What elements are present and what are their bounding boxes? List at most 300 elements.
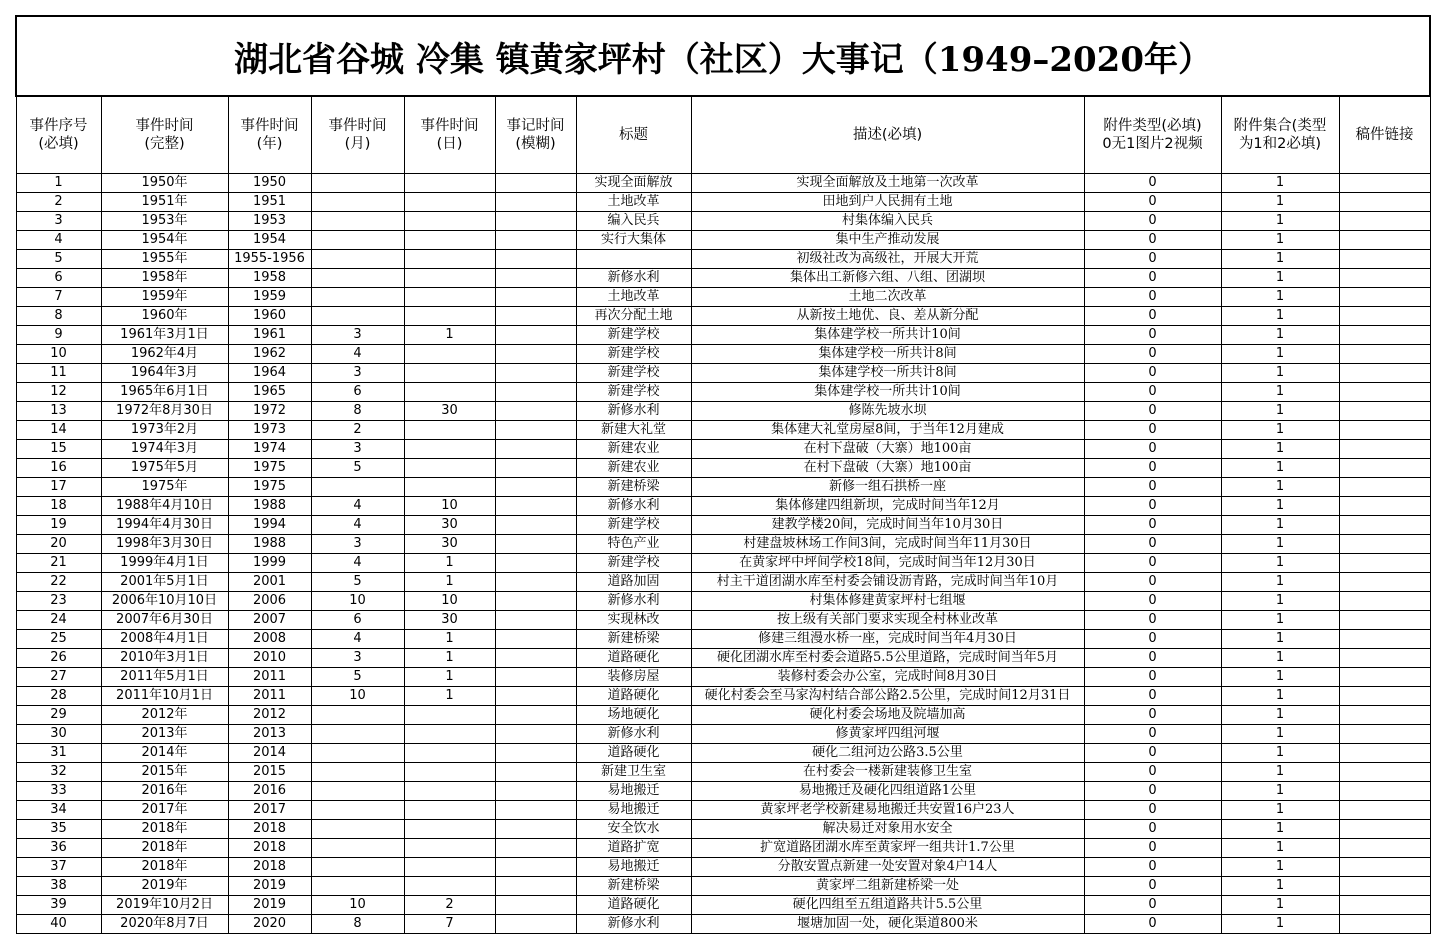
cell-month[interactable] [311,820,404,839]
cell-seq[interactable]: 40 [16,915,101,934]
cell-link[interactable] [1339,573,1430,592]
cell-day[interactable]: 30 [404,402,495,421]
cell-link[interactable] [1339,440,1430,459]
cell-attachment-set[interactable]: 1 [1221,668,1339,687]
cell-day[interactable]: 30 [404,535,495,554]
cell-attachment-set[interactable]: 1 [1221,611,1339,630]
cell-month[interactable]: 2 [311,421,404,440]
cell-fuzzy-time[interactable] [495,497,576,516]
cell-attachment-set[interactable]: 1 [1221,877,1339,896]
cell-attachment-set[interactable]: 1 [1221,782,1339,801]
cell-title[interactable]: 新修水利 [576,592,691,611]
cell-year[interactable]: 1951 [228,193,311,212]
cell-link[interactable] [1339,231,1430,250]
cell-day[interactable] [404,250,495,269]
cell-description[interactable]: 在村下盘破（大寨）地100亩 [691,459,1084,478]
cell-attachment-type[interactable]: 0 [1084,250,1221,269]
cell-attachment-type[interactable]: 0 [1084,364,1221,383]
cell-month[interactable]: 8 [311,402,404,421]
cell-title[interactable]: 编入民兵 [576,212,691,231]
cell-month[interactable] [311,193,404,212]
cell-month[interactable]: 3 [311,440,404,459]
cell-year[interactable]: 1988 [228,497,311,516]
cell-month[interactable] [311,307,404,326]
cell-full-time[interactable]: 1999年4月1日 [101,554,228,573]
cell-day[interactable] [404,364,495,383]
cell-attachment-set[interactable]: 1 [1221,364,1339,383]
cell-title[interactable]: 新建农业 [576,440,691,459]
cell-day[interactable] [404,858,495,877]
cell-fuzzy-time[interactable] [495,839,576,858]
cell-attachment-set[interactable]: 1 [1221,687,1339,706]
cell-link[interactable] [1339,269,1430,288]
cell-year[interactable]: 2016 [228,782,311,801]
cell-attachment-set[interactable]: 1 [1221,744,1339,763]
cell-description[interactable]: 土地二次改革 [691,288,1084,307]
cell-attachment-set[interactable]: 1 [1221,402,1339,421]
cell-attachment-type[interactable]: 0 [1084,307,1221,326]
cell-link[interactable] [1339,497,1430,516]
cell-description[interactable]: 集中生产推动发展 [691,231,1084,250]
cell-attachment-type[interactable]: 0 [1084,535,1221,554]
cell-seq[interactable]: 13 [16,402,101,421]
cell-link[interactable] [1339,706,1430,725]
cell-description[interactable]: 村主干道团湖水库至村委会铺设沥青路，完成时间当年10月 [691,573,1084,592]
cell-description[interactable]: 分散安置点新建一处安置对象4户14人 [691,858,1084,877]
cell-attachment-set[interactable]: 1 [1221,630,1339,649]
cell-month[interactable]: 3 [311,649,404,668]
cell-fuzzy-time[interactable] [495,763,576,782]
cell-attachment-type[interactable]: 0 [1084,649,1221,668]
cell-seq[interactable]: 8 [16,307,101,326]
cell-seq[interactable]: 27 [16,668,101,687]
cell-description[interactable]: 集体出工新修六组、八组、团湖坝 [691,269,1084,288]
cell-attachment-set[interactable]: 1 [1221,497,1339,516]
cell-attachment-set[interactable]: 1 [1221,383,1339,402]
cell-attachment-set[interactable]: 1 [1221,307,1339,326]
cell-full-time[interactable]: 2019年10月2日 [101,896,228,915]
cell-description[interactable]: 堰塘加固一处，硬化渠道800米 [691,915,1084,934]
cell-attachment-type[interactable]: 0 [1084,725,1221,744]
cell-title[interactable]: 实行大集体 [576,231,691,250]
cell-seq[interactable]: 4 [16,231,101,250]
cell-seq[interactable]: 33 [16,782,101,801]
cell-seq[interactable]: 32 [16,763,101,782]
cell-link[interactable] [1339,649,1430,668]
cell-day[interactable] [404,877,495,896]
cell-attachment-set[interactable]: 1 [1221,516,1339,535]
cell-day[interactable] [404,763,495,782]
cell-day[interactable] [404,820,495,839]
cell-title[interactable]: 特色产业 [576,535,691,554]
cell-attachment-type[interactable]: 0 [1084,668,1221,687]
cell-title[interactable]: 新修水利 [576,269,691,288]
cell-attachment-set[interactable]: 1 [1221,820,1339,839]
cell-attachment-set[interactable]: 1 [1221,535,1339,554]
cell-description[interactable]: 集体建学校一所共计10间 [691,383,1084,402]
cell-attachment-set[interactable]: 1 [1221,212,1339,231]
cell-seq[interactable]: 9 [16,326,101,345]
cell-attachment-type[interactable]: 0 [1084,611,1221,630]
cell-fuzzy-time[interactable] [495,725,576,744]
cell-fuzzy-time[interactable] [495,744,576,763]
cell-day[interactable]: 1 [404,554,495,573]
cell-link[interactable] [1339,459,1430,478]
cell-month[interactable]: 4 [311,345,404,364]
cell-description[interactable]: 集体建学校一所共计10间 [691,326,1084,345]
cell-day[interactable] [404,839,495,858]
cell-full-time[interactable]: 1973年2月 [101,421,228,440]
cell-month[interactable]: 5 [311,668,404,687]
cell-full-time[interactable]: 2020年8月7日 [101,915,228,934]
cell-description[interactable]: 集体建大礼堂房屋8间，于当年12月建成 [691,421,1084,440]
cell-link[interactable] [1339,744,1430,763]
cell-description[interactable]: 硬化二组河边公路3.5公里 [691,744,1084,763]
cell-full-time[interactable]: 1960年 [101,307,228,326]
cell-link[interactable] [1339,307,1430,326]
cell-seq[interactable]: 35 [16,820,101,839]
cell-full-time[interactable]: 1961年3月1日 [101,326,228,345]
cell-attachment-type[interactable]: 0 [1084,592,1221,611]
cell-attachment-type[interactable]: 0 [1084,269,1221,288]
cell-fuzzy-time[interactable] [495,459,576,478]
cell-fuzzy-time[interactable] [495,820,576,839]
cell-month[interactable]: 4 [311,516,404,535]
cell-fuzzy-time[interactable] [495,421,576,440]
cell-month[interactable]: 10 [311,896,404,915]
cell-description[interactable]: 按上级有关部门要求实现全村林业改革 [691,611,1084,630]
cell-attachment-set[interactable]: 1 [1221,288,1339,307]
cell-link[interactable] [1339,630,1430,649]
cell-attachment-set[interactable]: 1 [1221,269,1339,288]
cell-link[interactable] [1339,668,1430,687]
cell-attachment-type[interactable]: 0 [1084,839,1221,858]
cell-seq[interactable]: 2 [16,193,101,212]
cell-seq[interactable]: 7 [16,288,101,307]
cell-full-time[interactable]: 2015年 [101,763,228,782]
cell-description[interactable]: 田地到户人民拥有土地 [691,193,1084,212]
cell-fuzzy-time[interactable] [495,877,576,896]
cell-title[interactable]: 新建卫生室 [576,763,691,782]
cell-seq[interactable]: 21 [16,554,101,573]
cell-description[interactable]: 修黄家坪四组河堰 [691,725,1084,744]
cell-seq[interactable]: 18 [16,497,101,516]
cell-year[interactable]: 2018 [228,839,311,858]
cell-month[interactable] [311,706,404,725]
cell-attachment-type[interactable]: 0 [1084,459,1221,478]
cell-month[interactable] [311,744,404,763]
cell-fuzzy-time[interactable] [495,858,576,877]
cell-full-time[interactable]: 2008年4月1日 [101,630,228,649]
cell-seq[interactable]: 3 [16,212,101,231]
cell-link[interactable] [1339,554,1430,573]
cell-full-time[interactable]: 1954年 [101,231,228,250]
cell-title[interactable] [576,250,691,269]
cell-month[interactable] [311,782,404,801]
cell-day[interactable]: 1 [404,687,495,706]
cell-day[interactable] [404,307,495,326]
cell-title[interactable]: 道路加固 [576,573,691,592]
cell-full-time[interactable]: 2012年 [101,706,228,725]
cell-day[interactable] [404,478,495,497]
cell-link[interactable] [1339,421,1430,440]
cell-seq[interactable]: 6 [16,269,101,288]
cell-link[interactable] [1339,478,1430,497]
cell-full-time[interactable]: 2018年 [101,839,228,858]
cell-attachment-set[interactable]: 1 [1221,554,1339,573]
cell-month[interactable] [311,858,404,877]
cell-seq[interactable]: 5 [16,250,101,269]
cell-title[interactable]: 易地搬迁 [576,801,691,820]
cell-month[interactable]: 3 [311,535,404,554]
cell-link[interactable] [1339,326,1430,345]
cell-year[interactable]: 2007 [228,611,311,630]
cell-year[interactable]: 2014 [228,744,311,763]
cell-month[interactable] [311,877,404,896]
cell-link[interactable] [1339,193,1430,212]
cell-year[interactable]: 1962 [228,345,311,364]
cell-month[interactable]: 4 [311,554,404,573]
cell-link[interactable] [1339,288,1430,307]
cell-fuzzy-time[interactable] [495,383,576,402]
cell-fuzzy-time[interactable] [495,554,576,573]
cell-year[interactable]: 2017 [228,801,311,820]
cell-description[interactable]: 集体建学校一所共计8间 [691,364,1084,383]
cell-year[interactable]: 2012 [228,706,311,725]
cell-seq[interactable]: 19 [16,516,101,535]
cell-attachment-type[interactable]: 0 [1084,744,1221,763]
cell-year[interactable]: 2015 [228,763,311,782]
cell-title[interactable]: 新建农业 [576,459,691,478]
cell-month[interactable] [311,478,404,497]
cell-attachment-set[interactable]: 1 [1221,801,1339,820]
cell-attachment-type[interactable]: 0 [1084,440,1221,459]
cell-year[interactable]: 1958 [228,269,311,288]
cell-title[interactable]: 易地搬迁 [576,782,691,801]
cell-fuzzy-time[interactable] [495,326,576,345]
cell-attachment-type[interactable]: 0 [1084,915,1221,934]
cell-day[interactable] [404,440,495,459]
cell-year[interactable]: 2011 [228,668,311,687]
cell-attachment-set[interactable]: 1 [1221,440,1339,459]
cell-description[interactable]: 硬化村委会场地及院墙加高 [691,706,1084,725]
cell-full-time[interactable]: 1988年4月10日 [101,497,228,516]
cell-title[interactable]: 新修水利 [576,725,691,744]
cell-title[interactable]: 新建学校 [576,345,691,364]
cell-description[interactable]: 村建盘坡林场工作间3间，完成时间当年11月30日 [691,535,1084,554]
cell-attachment-set[interactable]: 1 [1221,763,1339,782]
cell-year[interactable]: 1999 [228,554,311,573]
cell-fuzzy-time[interactable] [495,535,576,554]
cell-seq[interactable]: 14 [16,421,101,440]
cell-attachment-type[interactable]: 0 [1084,858,1221,877]
cell-title[interactable]: 新建学校 [576,554,691,573]
cell-attachment-type[interactable]: 0 [1084,383,1221,402]
cell-link[interactable] [1339,820,1430,839]
cell-title[interactable]: 新建桥梁 [576,630,691,649]
cell-description[interactable]: 硬化团湖水库至村委会道路5.5公里道路，完成时间当年5月 [691,649,1084,668]
cell-attachment-type[interactable]: 0 [1084,288,1221,307]
cell-attachment-type[interactable]: 0 [1084,212,1221,231]
cell-fuzzy-time[interactable] [495,801,576,820]
cell-month[interactable] [311,250,404,269]
cell-month[interactable]: 6 [311,611,404,630]
cell-year[interactable]: 1950 [228,174,311,193]
cell-day[interactable]: 2 [404,896,495,915]
cell-title[interactable]: 道路硬化 [576,649,691,668]
cell-fuzzy-time[interactable] [495,174,576,193]
cell-full-time[interactable]: 1953年 [101,212,228,231]
cell-link[interactable] [1339,212,1430,231]
cell-attachment-type[interactable]: 0 [1084,820,1221,839]
cell-link[interactable] [1339,250,1430,269]
cell-seq[interactable]: 15 [16,440,101,459]
cell-description[interactable]: 在村下盘破（大寨）地100亩 [691,440,1084,459]
cell-full-time[interactable]: 2016年 [101,782,228,801]
cell-seq[interactable]: 20 [16,535,101,554]
cell-month[interactable]: 8 [311,915,404,934]
cell-day[interactable]: 30 [404,516,495,535]
cell-seq[interactable]: 28 [16,687,101,706]
cell-fuzzy-time[interactable] [495,212,576,231]
cell-title[interactable]: 新建大礼堂 [576,421,691,440]
cell-day[interactable]: 1 [404,573,495,592]
cell-attachment-set[interactable]: 1 [1221,573,1339,592]
cell-month[interactable]: 4 [311,497,404,516]
cell-day[interactable]: 1 [404,668,495,687]
cell-full-time[interactable]: 2007年6月30日 [101,611,228,630]
cell-seq[interactable]: 17 [16,478,101,497]
cell-attachment-type[interactable]: 0 [1084,402,1221,421]
cell-attachment-type[interactable]: 0 [1084,554,1221,573]
cell-day[interactable]: 30 [404,611,495,630]
cell-fuzzy-time[interactable] [495,231,576,250]
cell-title[interactable]: 新建桥梁 [576,478,691,497]
cell-description[interactable]: 修建三组漫水桥一座，完成时间当年4月30日 [691,630,1084,649]
cell-full-time[interactable]: 1959年 [101,288,228,307]
cell-day[interactable] [404,421,495,440]
cell-attachment-set[interactable]: 1 [1221,915,1339,934]
cell-title[interactable]: 道路扩宽 [576,839,691,858]
cell-title[interactable]: 新修水利 [576,402,691,421]
cell-year[interactable]: 1973 [228,421,311,440]
cell-seq[interactable]: 11 [16,364,101,383]
cell-attachment-type[interactable]: 0 [1084,421,1221,440]
cell-year[interactable]: 2020 [228,915,311,934]
cell-year[interactable]: 2013 [228,725,311,744]
cell-month[interactable] [311,288,404,307]
cell-full-time[interactable]: 2014年 [101,744,228,763]
cell-link[interactable] [1339,402,1430,421]
cell-link[interactable] [1339,345,1430,364]
cell-title[interactable]: 场地硬化 [576,706,691,725]
cell-link[interactable] [1339,763,1430,782]
cell-full-time[interactable]: 1972年8月30日 [101,402,228,421]
cell-attachment-type[interactable]: 0 [1084,782,1221,801]
cell-year[interactable]: 1972 [228,402,311,421]
cell-day[interactable] [404,706,495,725]
cell-title[interactable]: 装修房屋 [576,668,691,687]
cell-description[interactable]: 易地搬迁及硬化四组道路1公里 [691,782,1084,801]
cell-month[interactable]: 10 [311,687,404,706]
cell-attachment-set[interactable]: 1 [1221,896,1339,915]
cell-attachment-set[interactable]: 1 [1221,592,1339,611]
cell-description[interactable]: 从新按土地优、良、差从新分配 [691,307,1084,326]
cell-fuzzy-time[interactable] [495,668,576,687]
cell-attachment-type[interactable]: 0 [1084,687,1221,706]
cell-seq[interactable]: 29 [16,706,101,725]
cell-month[interactable] [311,801,404,820]
cell-attachment-type[interactable]: 0 [1084,801,1221,820]
cell-fuzzy-time[interactable] [495,611,576,630]
cell-month[interactable] [311,839,404,858]
cell-fuzzy-time[interactable] [495,193,576,212]
cell-title[interactable]: 道路硬化 [576,744,691,763]
cell-year[interactable]: 2006 [228,592,311,611]
cell-attachment-set[interactable]: 1 [1221,421,1339,440]
cell-description[interactable]: 硬化四组至五组道路共计5.5公里 [691,896,1084,915]
cell-title[interactable]: 再次分配土地 [576,307,691,326]
cell-title[interactable]: 新建桥梁 [576,877,691,896]
cell-fuzzy-time[interactable] [495,345,576,364]
cell-full-time[interactable]: 1950年 [101,174,228,193]
cell-attachment-type[interactable]: 0 [1084,174,1221,193]
cell-month[interactable] [311,212,404,231]
cell-seq[interactable]: 36 [16,839,101,858]
cell-full-time[interactable]: 1951年 [101,193,228,212]
cell-seq[interactable]: 37 [16,858,101,877]
cell-description[interactable]: 村集体修建黄家坪村七组堰 [691,592,1084,611]
cell-attachment-set[interactable]: 1 [1221,706,1339,725]
cell-description[interactable]: 村集体编入民兵 [691,212,1084,231]
cell-seq[interactable]: 30 [16,725,101,744]
cell-link[interactable] [1339,801,1430,820]
cell-attachment-set[interactable]: 1 [1221,193,1339,212]
cell-link[interactable] [1339,687,1430,706]
cell-attachment-set[interactable]: 1 [1221,649,1339,668]
cell-fuzzy-time[interactable] [495,269,576,288]
cell-month[interactable] [311,269,404,288]
cell-title[interactable]: 新建学校 [576,364,691,383]
cell-fuzzy-time[interactable] [495,915,576,934]
cell-full-time[interactable]: 1962年4月 [101,345,228,364]
cell-title[interactable]: 安全饮水 [576,820,691,839]
cell-title[interactable]: 新建学校 [576,516,691,535]
cell-year[interactable]: 1953 [228,212,311,231]
cell-seq[interactable]: 25 [16,630,101,649]
cell-year[interactable]: 2018 [228,858,311,877]
cell-fuzzy-time[interactable] [495,516,576,535]
cell-year[interactable]: 1955-1956 [228,250,311,269]
cell-attachment-type[interactable]: 0 [1084,896,1221,915]
cell-day[interactable] [404,193,495,212]
cell-day[interactable] [404,383,495,402]
cell-seq[interactable]: 10 [16,345,101,364]
cell-year[interactable]: 1975 [228,478,311,497]
cell-title[interactable]: 易地搬迁 [576,858,691,877]
cell-seq[interactable]: 12 [16,383,101,402]
cell-full-time[interactable]: 2006年10月10日 [101,592,228,611]
cell-attachment-set[interactable]: 1 [1221,174,1339,193]
cell-title[interactable]: 新建学校 [576,326,691,345]
cell-full-time[interactable]: 2018年 [101,858,228,877]
cell-fuzzy-time[interactable] [495,573,576,592]
cell-year[interactable]: 2018 [228,820,311,839]
cell-link[interactable] [1339,896,1430,915]
cell-attachment-set[interactable]: 1 [1221,478,1339,497]
cell-month[interactable] [311,763,404,782]
cell-attachment-set[interactable]: 1 [1221,459,1339,478]
